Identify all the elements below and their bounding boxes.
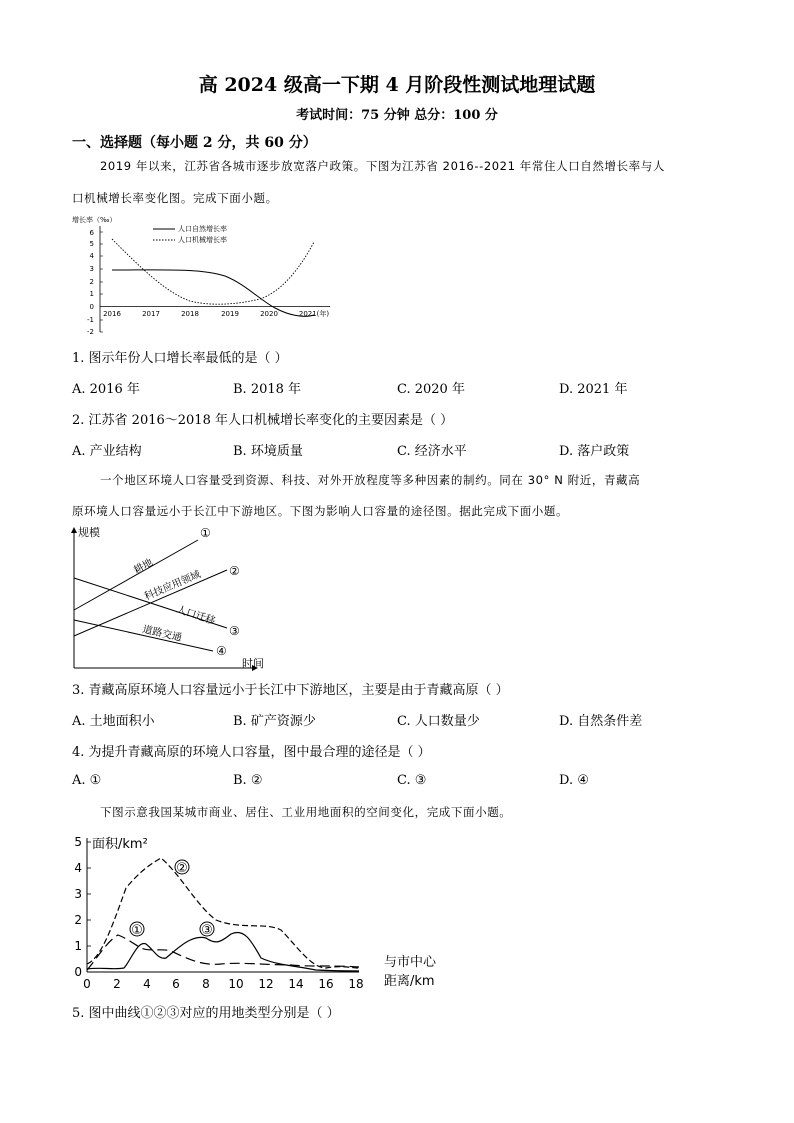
migration-growth-line — [112, 239, 314, 304]
q4-option-d: D. ④ — [559, 773, 589, 788]
question-5: 5. 图中曲线①②③对应的用地类型分别是（ ） — [72, 1006, 340, 1021]
q2-option-c: C. 经济水平 — [397, 444, 467, 459]
chart3-xlabel-2: 距离/km — [384, 974, 435, 989]
y-tick: 2 — [89, 278, 94, 286]
q4-option-c: C. ③ — [397, 773, 427, 788]
x-tick: 0 — [83, 977, 91, 991]
marker-2: ② — [229, 564, 240, 578]
x-tick: 2017 — [142, 310, 160, 318]
q3-option-c: C. 人口数量少 — [397, 714, 480, 729]
y-tick: 2 — [74, 913, 82, 927]
label-migration: 人口迁移 — [175, 604, 217, 628]
x-tick: 2020 — [260, 310, 278, 318]
question-3: 3. 青藏高原环境人口容量远小于长江中下游地区，主要是由于青藏高原（ ） — [72, 683, 509, 698]
q1-option-d: D. 2021 年 — [559, 382, 628, 397]
chart1-ylabel: 增长率（‰） — [72, 216, 117, 224]
chart2-xlabel: 时间 — [242, 657, 264, 670]
x-tick: 10 — [228, 977, 244, 991]
label-farmland: 耕地 — [132, 557, 155, 577]
y-tick: 3 — [74, 887, 82, 901]
intro1-line2: 口机械增长率变化图。完成下面小题。 — [72, 191, 278, 205]
question-4: 4. 为提升青藏高原的环境人口容量，图中最合理的途径是（ ） — [72, 745, 431, 760]
intro3-line1: 下图示意我国某城市商业、居住、工业用地面积的空间变化，完成下面小题。 — [100, 805, 512, 819]
marker-1: ① — [200, 526, 211, 540]
y-tick: -2 — [87, 328, 94, 336]
y-tick: 1 — [89, 290, 94, 298]
x-tick: 6 — [172, 977, 180, 991]
legend-migration: 人口机械增长率 — [178, 236, 227, 244]
land-use-area-chart — [66, 830, 456, 1000]
marker-1: ① — [131, 923, 143, 938]
marker-4: ④ — [216, 644, 227, 658]
page-title: 高 2024 级高一下期 4 月阶段性测试地理试题 — [198, 74, 596, 96]
y-tick: 5 — [89, 240, 94, 248]
y-tick: 6 — [89, 229, 94, 237]
x-tick: 4 — [143, 977, 151, 991]
y-tick: -1 — [87, 316, 94, 324]
q3-option-d: D. 自然条件差 — [559, 714, 643, 729]
q1-option-c: C. 2020 年 — [397, 382, 465, 397]
intro2-line1: 一个地区环境人口容量受到资源、科技、对外开放程度等多种因素的制约。同在 30° N 附近，青藏高 — [100, 473, 641, 487]
y-tick: 4 — [74, 861, 82, 875]
q3-option-b: B. 矿产资源少 — [233, 714, 316, 729]
chart3-ylabel: 面积/km² — [92, 837, 148, 852]
y-tick: 1 — [74, 939, 82, 953]
intro1-line1: 2019 年以来，江苏省各城市逐步放宽落户政策。下图为江苏省 2016--2021 年常住人口自然增长率与人 — [100, 159, 665, 173]
question-1: 1. 图示年份人口增长率最低的是（ ） — [72, 351, 288, 366]
chart2-ylabel: 规模 — [78, 526, 100, 539]
y-tick: 0 — [89, 303, 94, 311]
q2-option-a: A. 产业结构 — [72, 444, 142, 459]
x-tick: 2021(年) — [298, 310, 330, 318]
legend-natural: 人口自然增长率 — [178, 225, 227, 233]
x-tick: 2 — [113, 977, 121, 991]
x-tick: 2019 — [221, 310, 239, 318]
y-tick: 3 — [89, 265, 94, 273]
marker-3: ③ — [201, 923, 213, 938]
q4-option-a: A. ① — [72, 773, 102, 788]
q4-option-b: B. ② — [233, 773, 263, 788]
q2-option-b: B. 环境质量 — [233, 444, 303, 459]
question-2: 2. 江苏省 2016～2018 年人口机械增长率变化的主要因素是（ ） — [72, 413, 454, 428]
chart3-xlabel-1: 与市中心 — [384, 955, 437, 970]
intro2-line2: 原环境人口容量远小于长江中下游地区。下图为影响人口容量的途径图。据此完成下面小题。 — [72, 504, 569, 518]
x-tick: 2018 — [181, 310, 199, 318]
x-tick: 14 — [288, 977, 304, 991]
y-tick: 0 — [74, 965, 82, 979]
y-tick: 4 — [89, 252, 94, 260]
exam-info: 考试时间：75 分钟 总分：100 分 — [296, 108, 498, 123]
marker-2: ② — [176, 861, 188, 876]
q1-option-a: A. 2016 年 — [72, 382, 140, 397]
q2-option-d: D. 落户政策 — [559, 444, 630, 459]
q3-option-a: A. 土地面积小 — [72, 714, 155, 729]
growth-rate-chart — [70, 212, 340, 340]
x-tick: 8 — [202, 977, 210, 991]
y-tick: 5 — [74, 835, 82, 849]
x-tick: 12 — [258, 977, 274, 991]
curve-3 — [87, 932, 359, 971]
marker-3: ③ — [229, 624, 240, 638]
x-tick: 2016 — [103, 310, 121, 318]
x-tick: 18 — [348, 977, 364, 991]
label-roads: 道路交通 — [141, 624, 183, 644]
x-tick: 16 — [318, 977, 334, 991]
curve-2 — [87, 858, 359, 968]
label-technology: 科技应用领域 — [142, 569, 203, 603]
q1-option-b: B. 2018 年 — [233, 382, 302, 397]
capacity-pathway-diagram — [70, 524, 270, 674]
section-heading: 一、选择题（每小题 2 分，共 60 分） — [72, 135, 317, 151]
